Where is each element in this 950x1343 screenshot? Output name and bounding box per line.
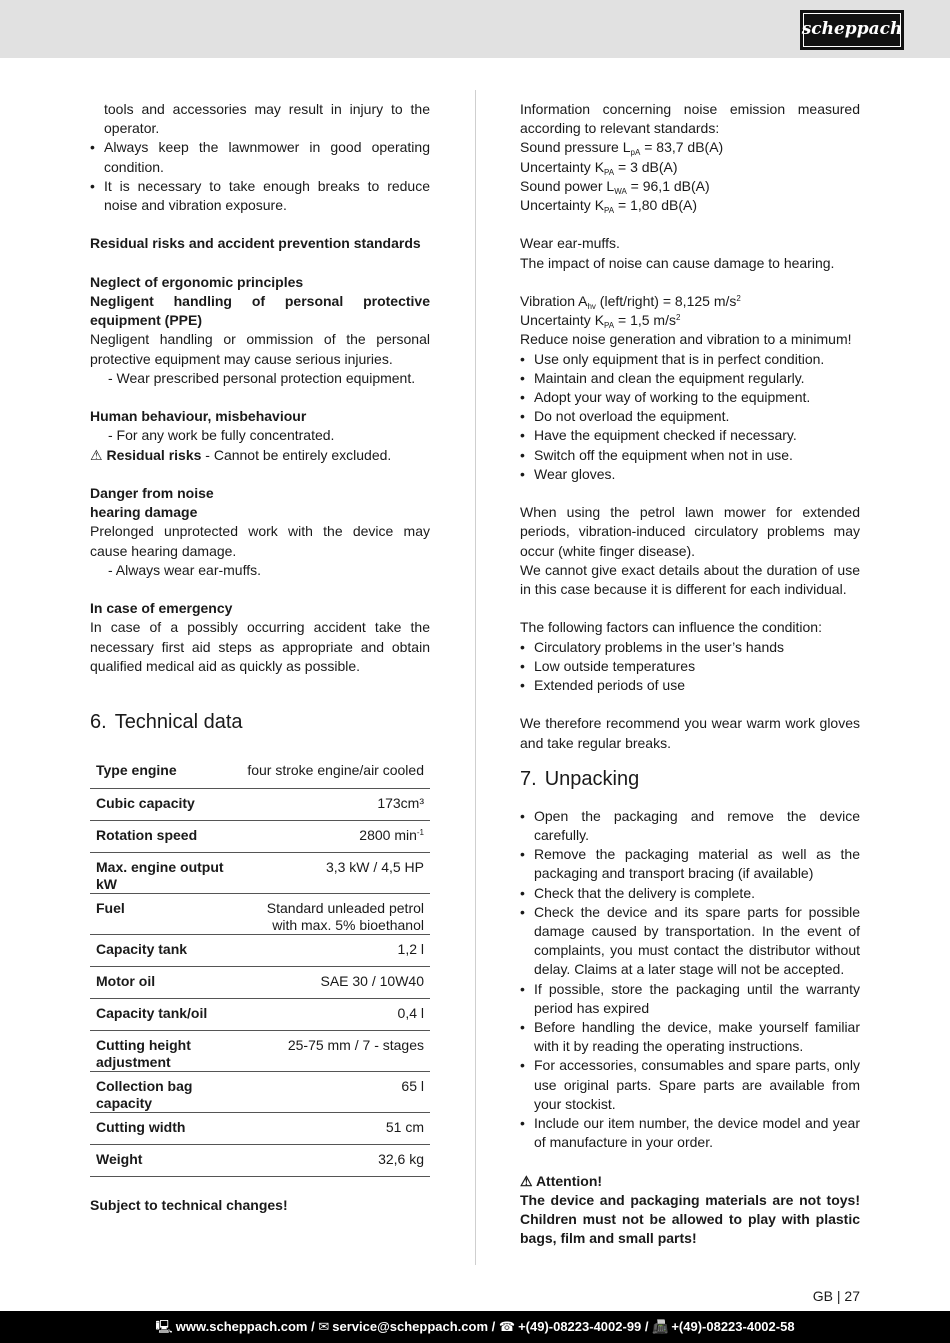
impact-text: The impact of noise can cause damage to hearing. xyxy=(520,254,835,271)
table-key: Weight xyxy=(90,1144,240,1176)
table-key: Max. engine output kW xyxy=(90,852,240,893)
vibration-line xyxy=(520,292,860,311)
footer-bar xyxy=(0,1311,950,1343)
section-6-heading xyxy=(90,710,430,734)
list-item: • Remove the packaging material as well as the packaging and transport bracing (if available) xyxy=(520,845,860,883)
right-column xyxy=(520,100,860,1248)
table-row xyxy=(90,966,430,998)
residual-heading: Residual risks and accident prevention standards xyxy=(90,235,421,252)
list-item: • Before handling the device, make yourself familiar with it by reading the operating instructions. xyxy=(520,1018,860,1056)
table-value: 51 cm xyxy=(240,1112,430,1144)
list-item: • Low outside temperatures xyxy=(520,657,860,676)
table-value: SAE 30 / 10W40 xyxy=(240,966,430,998)
table-key: Cutting width xyxy=(90,1112,240,1144)
uncertainty-sub: PA xyxy=(604,321,615,331)
list-item: • Do not overload the equipment. xyxy=(520,407,860,426)
vibration-label: Vibration A xyxy=(520,293,588,309)
cannot-text: We cannot give exact details about the duration of use in this case because it is different for each individual. xyxy=(520,561,860,598)
table-value: four stroke engine/air cooled xyxy=(240,756,430,788)
mail-icon: ✉ xyxy=(318,1319,330,1335)
attention-text: The device and packaging materials are not toys! Children must not be allowed to play with plastic bags, film and small parts! xyxy=(520,1191,860,1247)
ppe-text: Negligent handling or ommission of the personal protective equipment may cause serious injuries. xyxy=(90,331,430,367)
left-column xyxy=(90,100,430,1215)
vibration-sub: hv xyxy=(587,302,596,311)
list-item: • If possible, store the packaging until the warranty period has expired xyxy=(520,980,860,1018)
human-heading: Human behaviour, misbehaviour xyxy=(90,408,307,425)
section-7-title: Unpacking xyxy=(544,767,640,790)
table-row xyxy=(90,756,430,788)
section-7-heading xyxy=(520,767,860,791)
fax-icon: 📠 xyxy=(652,1319,669,1335)
technical-data-table xyxy=(90,756,430,1177)
uncertainty-label: Uncertainty K xyxy=(520,158,605,175)
table-key: Motor oil xyxy=(90,966,240,998)
table-value: 25-75 mm / 7 - stages xyxy=(240,1030,430,1071)
table-row xyxy=(90,788,430,820)
sound-pressure-value: = 83,7 dB(A) xyxy=(640,139,724,156)
sound-power-value: = 96,1 dB(A) xyxy=(626,177,710,194)
unpack-bullet-list xyxy=(520,807,860,1153)
uncertainty-sub: PA xyxy=(604,206,615,216)
column-divider xyxy=(475,90,476,1265)
table-value: 173cm³ xyxy=(240,788,430,820)
uncertainty-value: = 1,80 dB(A) xyxy=(614,197,698,214)
table-value: Standard unleaded petrol with max. 5% bioethanol xyxy=(240,893,430,934)
list-item: • It is necessary to take enough breaks to reduce noise and vibration exposure. xyxy=(90,177,430,215)
list-item: • Have the equipment checked if necessary. xyxy=(520,426,860,445)
list-item: • Check the device and its spare parts for possible damage caused by transportation. In the event of complaints, you must contact the distributor without delay. Claims at a later stage will not be accepted. xyxy=(520,903,860,980)
section-6-title: Technical data xyxy=(114,711,243,734)
ergonomic-heading: Neglect of ergonomic principles xyxy=(90,273,304,290)
list-item: • Open the packaging and remove the device carefully. xyxy=(520,807,860,845)
ppe-dash: - Wear prescribed personal protection equipment. xyxy=(108,369,416,386)
table-key: Type engine xyxy=(90,756,240,788)
vibration-value: (left/right) = 8,125 m/s xyxy=(595,293,737,309)
uncertainty-label: Uncertainty K xyxy=(520,312,605,329)
table-row xyxy=(90,1112,430,1144)
rotation-value: 2800 min xyxy=(359,826,417,843)
petrol-text: When using the petrol lawn mower for extended periods, vibration-induced circulatory problems may occur (white finger disease). xyxy=(520,504,860,559)
table-row xyxy=(90,1144,430,1176)
table-row xyxy=(90,893,430,934)
list-item: • Check that the delivery is complete. xyxy=(520,884,860,903)
table-value: 1,2 l xyxy=(240,934,430,966)
residual-risks-text: - Cannot be entirely excluded. xyxy=(201,446,392,463)
uncertainty-value: = 1,5 m/s xyxy=(614,312,676,329)
footer-phone: +(49)-08223-4002-99 / xyxy=(518,1319,649,1335)
emergency-heading: In case of emergency xyxy=(90,600,233,617)
phone-icon: ☎ xyxy=(498,1319,516,1335)
table-key: Cutting height adjustment xyxy=(90,1030,240,1071)
table-key: Cubic capacity xyxy=(90,788,240,820)
table-key: Fuel xyxy=(90,893,240,934)
warning-icon: ⚠ xyxy=(520,1172,533,1189)
list-item: • Switch off the equipment when not in use. xyxy=(520,446,860,465)
table-value: 3,3 kW / 4,5 HP xyxy=(240,852,430,893)
reduce-text: Reduce noise generation and vibration to a minimum! xyxy=(520,331,852,348)
uncertainty-label: Uncertainty K xyxy=(520,197,605,214)
table-key: Capacity tank/oil xyxy=(90,998,240,1030)
table-row xyxy=(90,1071,430,1112)
table-value: 65 l xyxy=(240,1071,430,1112)
list-item: • Maintain and clean the equipment regularly. xyxy=(520,369,860,388)
table-key: Rotation speed xyxy=(90,820,240,852)
table-row xyxy=(90,820,430,852)
sound-pressure-label: Sound pressure L xyxy=(520,139,631,156)
sound-power-sub: WA xyxy=(614,186,627,196)
ppe-heading: Negligent handling of personal protective equipment (PPE) xyxy=(90,293,430,329)
noise-info: Information concerning noise emission measured according to relevant standards: xyxy=(520,101,860,137)
uncertainty-line xyxy=(520,158,860,177)
residual-risks-label: Residual risks xyxy=(106,446,202,463)
residual-risks-line xyxy=(90,446,430,465)
section-7-number: 7. xyxy=(520,767,537,790)
vibration-sup: 2 xyxy=(736,294,741,303)
sound-pressure-sub: pA xyxy=(630,148,641,158)
table-row xyxy=(90,934,430,966)
table-value: 32,6 kg xyxy=(240,1144,430,1176)
sound-power-label: Sound power L xyxy=(520,177,615,194)
list-item: • For accessories, consumables and spare parts, only use original parts. Spare parts are available from your stockist. xyxy=(520,1056,860,1114)
sound-power-line xyxy=(520,177,860,196)
uncertainty-line xyxy=(520,196,860,215)
intro-continuation: tools and accessories may result in injury to the operator. xyxy=(104,101,430,137)
list-item: • Include our item number, the device model and year of manufacture in your order. xyxy=(520,1114,860,1152)
table-row xyxy=(90,852,430,893)
list-item: • Wear gloves. xyxy=(520,465,860,484)
uncertainty-sup: 2 xyxy=(675,313,681,323)
subject-note: Subject to technical changes! xyxy=(90,1196,288,1213)
sound-pressure-line xyxy=(520,138,860,157)
uncertainty-sub: PA xyxy=(604,167,615,177)
footer-email[interactable]: service@scheppach.com / xyxy=(332,1319,496,1335)
list-item: • Always keep the lawnmower in good operating condition. xyxy=(90,138,430,176)
attention-label: Attention! xyxy=(535,1172,603,1189)
table-value xyxy=(240,820,430,852)
rotation-exponent: -1 xyxy=(416,827,424,837)
footer-fax: +(49)-08223-4002-58 xyxy=(671,1319,795,1335)
recommend-text: We therefore recommend you wear warm work gloves and take regular breaks. xyxy=(520,715,860,751)
table-key: Collection bag capacity xyxy=(90,1071,240,1112)
factors-intro: The following factors can influence the condition: xyxy=(520,619,822,636)
list-item: • Use only equipment that is in perfect condition. xyxy=(520,350,860,369)
reduce-bullet-list xyxy=(520,350,860,484)
intro-bullet-list xyxy=(90,138,430,215)
list-item: • Circulatory problems in the user’s hands xyxy=(520,638,860,657)
factors-list xyxy=(520,638,860,696)
noise-text: Prelonged unprotected work with the device may cause hearing damage. xyxy=(90,523,430,559)
brand-logo-text: scheppach xyxy=(803,13,901,47)
attention-line xyxy=(520,1172,860,1191)
uncertainty-line xyxy=(520,311,860,330)
emergency-text: In case of a possibly occurring accident take the necessary first aid steps as appropriate and obtain qualified medical aid as quickly as possible. xyxy=(90,619,430,674)
uncertainty-value: = 3 dB(A) xyxy=(614,158,678,175)
footer-website[interactable]: www.scheppach.com / xyxy=(175,1319,315,1335)
list-item: • Adopt your way of working to the equipment. xyxy=(520,388,860,407)
human-dash: - For any work be fully concentrated. xyxy=(108,427,335,444)
noise-heading-2: hearing damage xyxy=(90,504,198,521)
table-row xyxy=(90,998,430,1030)
section-6-number: 6. xyxy=(90,711,107,734)
table-key: Capacity tank xyxy=(90,934,240,966)
earmuffs-text: Wear ear-muffs. xyxy=(520,235,620,252)
list-item: • Extended periods of use xyxy=(520,676,860,695)
table-row xyxy=(90,1030,430,1071)
brand-logo xyxy=(800,10,904,50)
table-value: 0,4 l xyxy=(240,998,430,1030)
warning-icon: ⚠ xyxy=(90,446,103,463)
noise-dash: - Always wear ear-muffs. xyxy=(108,561,262,578)
noise-heading-1: Danger from noise xyxy=(90,485,214,501)
computer-icon: 🖳 xyxy=(155,1319,173,1335)
page-number: GB | 27 xyxy=(812,1288,860,1304)
